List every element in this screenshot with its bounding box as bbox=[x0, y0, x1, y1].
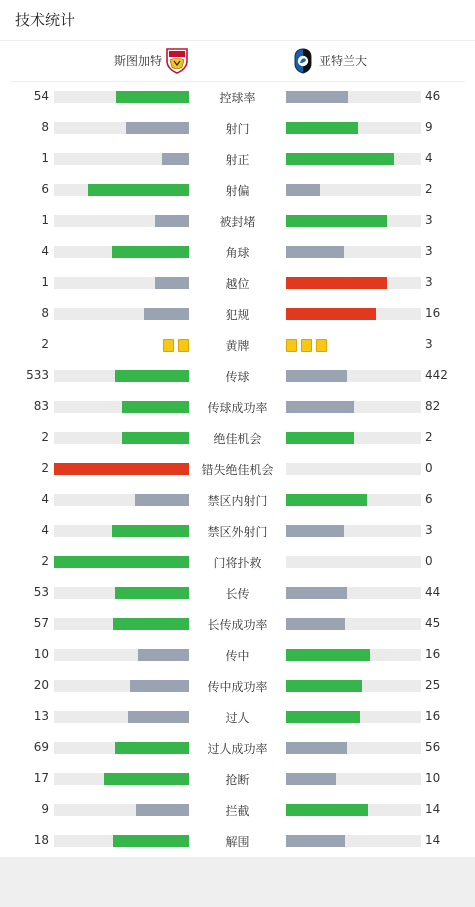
stat-row bbox=[0, 702, 475, 733]
teams-header bbox=[10, 41, 465, 82]
away-stat-value: 10 bbox=[425, 771, 441, 785]
stat-row bbox=[0, 237, 475, 268]
stat-label: 被封堵 bbox=[219, 215, 256, 229]
away-stat-value: 6 bbox=[425, 492, 433, 506]
home-stat-value: 2 bbox=[41, 461, 49, 475]
away-stat-bar bbox=[286, 773, 421, 785]
home-stat-bar-fill bbox=[144, 308, 189, 320]
away-stat-value: 16 bbox=[425, 647, 441, 661]
home-stat-bar-fill bbox=[130, 680, 189, 692]
stat-row bbox=[0, 640, 475, 671]
stat-label: 控球率 bbox=[219, 91, 256, 105]
away-yellow-cards bbox=[286, 339, 327, 352]
stat-row bbox=[0, 423, 475, 454]
stat-row bbox=[0, 82, 475, 113]
away-stat-bar bbox=[286, 835, 421, 847]
away-stat-bar-fill bbox=[286, 835, 345, 847]
stat-label: 越位 bbox=[225, 277, 250, 291]
away-stat-bar bbox=[286, 525, 421, 537]
away-stat-bar bbox=[286, 246, 421, 258]
away-stat-bar bbox=[286, 463, 421, 475]
away-stat-bar bbox=[286, 680, 421, 692]
home-stat-bar-fill bbox=[115, 370, 189, 382]
away-stat-bar-fill bbox=[286, 277, 387, 289]
home-stat-value: 1 bbox=[41, 275, 49, 289]
home-stat-value: 4 bbox=[41, 244, 49, 258]
away-stat-bar-fill bbox=[286, 91, 348, 103]
away-stat-value: 14 bbox=[425, 802, 441, 816]
home-stat-bar bbox=[54, 401, 189, 413]
home-stat-value: 8 bbox=[41, 306, 49, 320]
away-stat-value: 0 bbox=[425, 461, 433, 475]
home-stat-value: 2 bbox=[41, 430, 49, 444]
away-stat-bar-fill bbox=[286, 587, 347, 599]
stat-row bbox=[0, 299, 475, 330]
home-stat-bar bbox=[54, 370, 189, 382]
home-stat-value: 2 bbox=[41, 554, 49, 568]
home-stat-bar bbox=[54, 494, 189, 506]
home-stat-bar-fill bbox=[112, 525, 189, 537]
stat-label: 禁区内射门 bbox=[207, 494, 268, 508]
stat-label: 过人 bbox=[225, 711, 250, 725]
stat-row bbox=[0, 516, 475, 547]
away-stat-value: 3 bbox=[425, 275, 433, 289]
home-stat-bar bbox=[54, 525, 189, 537]
stat-row bbox=[0, 330, 475, 361]
away-stat-bar-fill bbox=[286, 308, 376, 320]
home-stat-bar bbox=[54, 680, 189, 692]
stat-label: 犯规 bbox=[225, 308, 250, 322]
page-title: 技术统计 bbox=[15, 11, 76, 29]
stat-row bbox=[0, 671, 475, 702]
away-stat-bar bbox=[286, 370, 421, 382]
yellow-card-icon bbox=[301, 339, 312, 352]
away-stat-value: 3 bbox=[425, 244, 433, 258]
home-stat-value: 13 bbox=[33, 709, 49, 723]
stat-label: 禁区外射门 bbox=[207, 525, 268, 539]
away-stat-bar-fill bbox=[286, 742, 347, 754]
stat-row bbox=[0, 826, 475, 857]
home-stat-bar-fill bbox=[138, 649, 189, 661]
away-stat-bar-fill bbox=[286, 711, 360, 723]
yellow-card-icon bbox=[178, 339, 189, 352]
away-stat-bar-fill bbox=[286, 680, 362, 692]
stat-label: 长传成功率 bbox=[207, 618, 268, 632]
stat-row bbox=[0, 795, 475, 826]
away-stat-bar bbox=[286, 401, 421, 413]
home-stat-value: 1 bbox=[41, 213, 49, 227]
stat-row bbox=[0, 144, 475, 175]
away-stat-bar-fill bbox=[286, 122, 358, 134]
away-stat-value: 2 bbox=[425, 182, 433, 196]
stat-row bbox=[0, 733, 475, 764]
home-stat-bar-fill bbox=[54, 556, 189, 568]
away-stat-bar-fill bbox=[286, 494, 367, 506]
home-stat-bar-fill bbox=[88, 184, 189, 196]
home-team-crest-icon[interactable] bbox=[165, 48, 189, 74]
stat-label: 抢断 bbox=[225, 773, 250, 787]
away-stat-bar-fill bbox=[286, 153, 394, 165]
away-stat-bar-fill bbox=[286, 401, 354, 413]
away-stat-bar bbox=[286, 308, 421, 320]
stat-row bbox=[0, 175, 475, 206]
home-stat-value: 83 bbox=[33, 399, 49, 413]
home-stat-bar bbox=[54, 122, 189, 134]
home-stat-bar-fill bbox=[54, 463, 189, 475]
away-stat-bar-fill bbox=[286, 525, 344, 537]
away-stat-bar bbox=[286, 91, 421, 103]
home-stat-value: 20 bbox=[33, 678, 49, 692]
away-team-name[interactable]: 亚特兰大 bbox=[319, 54, 368, 68]
home-stat-bar bbox=[54, 649, 189, 661]
yellow-card-icon bbox=[286, 339, 297, 352]
stat-label: 拦截 bbox=[225, 804, 250, 818]
home-stat-bar bbox=[54, 432, 189, 444]
home-stat-bar-fill bbox=[115, 587, 189, 599]
stat-label: 错失绝佳机会 bbox=[201, 463, 274, 477]
stat-row bbox=[0, 609, 475, 640]
home-stat-bar bbox=[54, 215, 189, 227]
home-stat-bar-fill bbox=[116, 91, 189, 103]
away-stat-bar bbox=[286, 432, 421, 444]
home-stat-value: 69 bbox=[33, 740, 49, 754]
stat-row bbox=[0, 547, 475, 578]
home-stat-bar bbox=[54, 773, 189, 785]
home-stat-bar-fill bbox=[135, 494, 189, 506]
stat-label: 绝佳机会 bbox=[213, 432, 262, 446]
home-stat-value: 4 bbox=[41, 523, 49, 537]
away-stat-value: 16 bbox=[425, 306, 441, 320]
stat-label: 射正 bbox=[225, 153, 250, 167]
home-stat-bar-fill bbox=[155, 277, 189, 289]
away-stat-bar bbox=[286, 556, 421, 568]
away-stat-bar bbox=[286, 804, 421, 816]
stats-list bbox=[0, 82, 475, 857]
home-stat-bar bbox=[54, 463, 189, 475]
stat-row bbox=[0, 113, 475, 144]
home-stat-bar bbox=[54, 587, 189, 599]
stat-label: 过人成功率 bbox=[207, 742, 268, 756]
away-stat-bar-fill bbox=[286, 246, 344, 258]
stat-row bbox=[0, 454, 475, 485]
away-stat-bar-fill bbox=[286, 618, 345, 630]
stat-label: 角球 bbox=[225, 246, 250, 260]
home-stat-bar bbox=[54, 308, 189, 320]
home-stat-bar bbox=[54, 184, 189, 196]
home-stat-bar bbox=[54, 742, 189, 754]
home-stat-bar bbox=[54, 804, 189, 816]
away-stat-value: 46 bbox=[425, 89, 441, 103]
stat-row bbox=[0, 392, 475, 423]
home-stat-bar-fill bbox=[162, 153, 189, 165]
stat-label: 传中成功率 bbox=[207, 680, 268, 694]
away-stat-bar bbox=[286, 215, 421, 227]
away-stat-bar-fill bbox=[286, 370, 347, 382]
away-stat-value: 2 bbox=[425, 430, 433, 444]
stat-label: 门将扑救 bbox=[213, 556, 262, 570]
away-stat-value: 9 bbox=[425, 120, 433, 134]
home-stat-bar-fill bbox=[113, 835, 189, 847]
home-stat-bar-fill bbox=[136, 804, 189, 816]
stat-label: 射偏 bbox=[225, 184, 250, 198]
home-stat-value: 57 bbox=[33, 616, 49, 630]
home-stat-value: 54 bbox=[33, 89, 49, 103]
stat-row bbox=[0, 764, 475, 795]
home-stat-value: 8 bbox=[41, 120, 49, 134]
home-stat-bar-fill bbox=[155, 215, 189, 227]
home-stat-value: 4 bbox=[41, 492, 49, 506]
home-stat-bar-fill bbox=[122, 432, 190, 444]
home-stat-value: 17 bbox=[33, 771, 49, 785]
away-stat-value: 442 bbox=[425, 368, 448, 382]
stat-label: 传球 bbox=[225, 370, 250, 384]
away-stat-value: 3 bbox=[425, 523, 433, 537]
home-stat-bar-fill bbox=[128, 711, 189, 723]
stat-row bbox=[0, 578, 475, 609]
away-stat-value: 14 bbox=[425, 833, 441, 847]
away-stat-bar bbox=[286, 153, 421, 165]
yellow-card-icon bbox=[163, 339, 174, 352]
home-stat-value: 2 bbox=[41, 337, 49, 351]
stat-row bbox=[0, 206, 475, 237]
away-stat-value: 3 bbox=[425, 213, 433, 227]
away-stat-bar bbox=[286, 618, 421, 630]
home-stat-bar bbox=[54, 246, 189, 258]
home-stat-bar-fill bbox=[112, 246, 189, 258]
home-stat-value: 9 bbox=[41, 802, 49, 816]
away-stat-bar bbox=[286, 277, 421, 289]
away-stat-bar bbox=[286, 587, 421, 599]
stat-label: 长传 bbox=[225, 587, 250, 601]
home-yellow-cards bbox=[163, 339, 189, 352]
home-stat-bar bbox=[54, 556, 189, 568]
away-stat-value: 3 bbox=[425, 337, 433, 351]
home-stat-bar-fill bbox=[104, 773, 189, 785]
home-stat-bar bbox=[54, 711, 189, 723]
away-stat-bar bbox=[286, 122, 421, 134]
home-stat-bar bbox=[54, 153, 189, 165]
home-stat-bar-fill bbox=[113, 618, 189, 630]
stat-row bbox=[0, 361, 475, 392]
home-stat-value: 18 bbox=[33, 833, 49, 847]
stat-label: 解围 bbox=[225, 835, 250, 849]
away-stat-value: 82 bbox=[425, 399, 441, 413]
home-stat-value: 6 bbox=[41, 182, 49, 196]
away-stat-bar-fill bbox=[286, 432, 354, 444]
away-stat-bar bbox=[286, 711, 421, 723]
away-stat-bar bbox=[286, 184, 421, 196]
home-stat-bar bbox=[54, 835, 189, 847]
away-stat-value: 45 bbox=[425, 616, 441, 630]
away-stat-value: 25 bbox=[425, 678, 441, 692]
stat-row bbox=[0, 485, 475, 516]
home-stat-bar bbox=[54, 618, 189, 630]
away-team-crest-icon[interactable] bbox=[294, 48, 312, 74]
stat-label: 传中 bbox=[225, 649, 250, 663]
away-stat-bar-fill bbox=[286, 649, 370, 661]
away-stat-bar-fill bbox=[286, 804, 368, 816]
away-stat-value: 44 bbox=[425, 585, 441, 599]
home-stat-value: 533 bbox=[26, 368, 49, 382]
stat-label: 传球成功率 bbox=[207, 401, 268, 415]
stat-label: 射门 bbox=[225, 122, 250, 136]
home-team-name[interactable]: 斯图加特 bbox=[113, 54, 162, 68]
away-stat-bar bbox=[286, 649, 421, 661]
home-stat-bar bbox=[54, 91, 189, 103]
stat-row bbox=[0, 268, 475, 299]
home-stat-bar-fill bbox=[115, 742, 189, 754]
stat-label: 黄牌 bbox=[225, 339, 250, 353]
away-stat-bar-fill bbox=[286, 773, 336, 785]
home-stat-value: 1 bbox=[41, 151, 49, 165]
away-stat-value: 56 bbox=[425, 740, 441, 754]
home-stat-bar bbox=[54, 277, 189, 289]
home-stat-value: 10 bbox=[33, 647, 49, 661]
away-stat-bar-fill bbox=[286, 184, 320, 196]
away-stat-value: 4 bbox=[425, 151, 433, 165]
away-stat-bar bbox=[286, 742, 421, 754]
home-stat-value: 53 bbox=[33, 585, 49, 599]
home-stat-bar-fill bbox=[122, 401, 190, 413]
home-stat-bar-fill bbox=[126, 122, 189, 134]
yellow-card-icon bbox=[316, 339, 327, 352]
away-stat-bar-fill bbox=[286, 215, 387, 227]
away-stat-value: 0 bbox=[425, 554, 433, 568]
away-stat-bar bbox=[286, 494, 421, 506]
away-stat-value: 16 bbox=[425, 709, 441, 723]
